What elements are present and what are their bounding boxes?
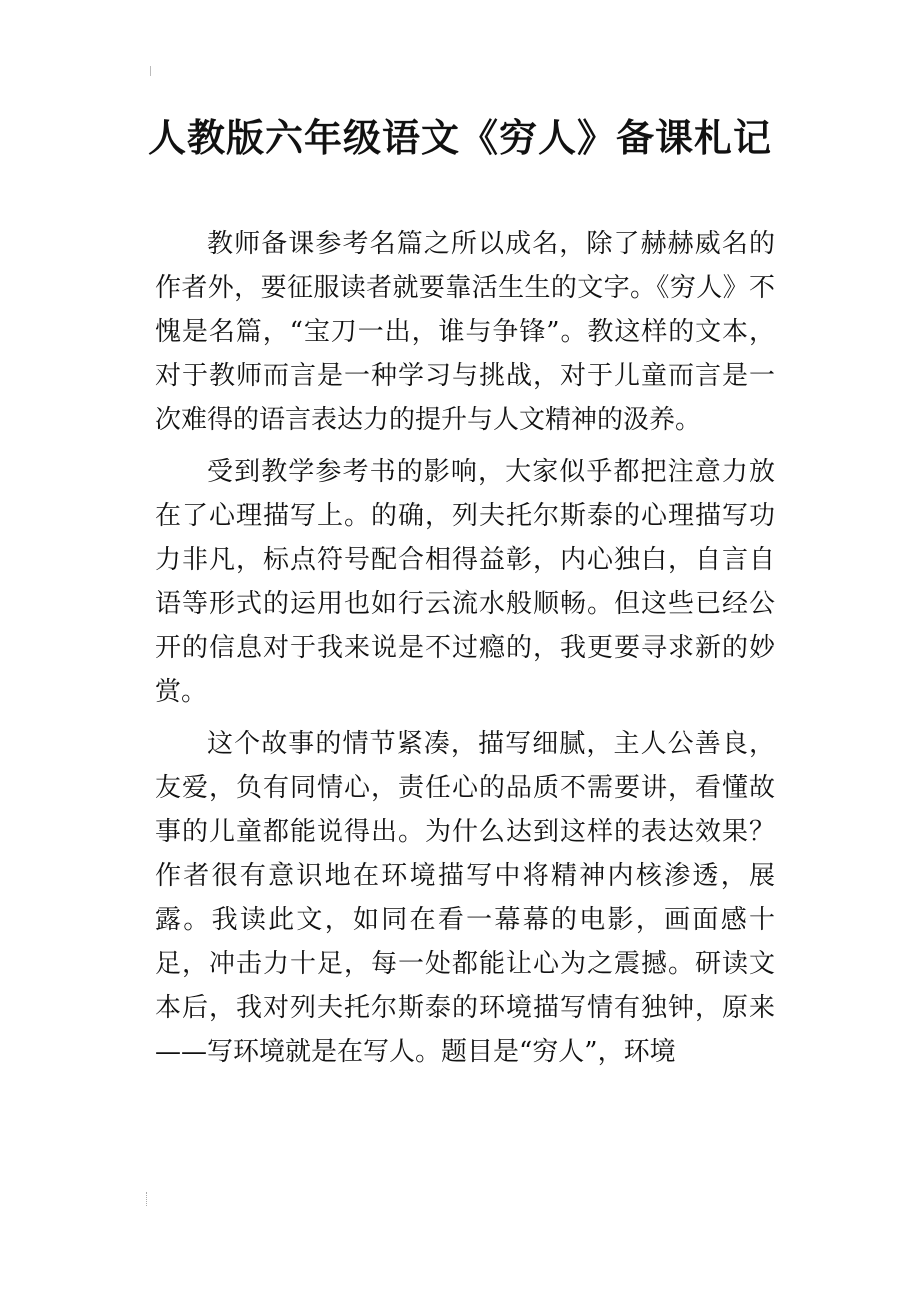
document-title: 人教版六年级语文《穷人》备课札记 xyxy=(147,116,772,160)
paragraph-3: 这个故事的情节紧凑，描写细腻，主人公善良，友爱，负有同情心，责任心的品质不需要讲，看懂故事的儿童都能说得出。为什么达到这样的表达效果？作者很有意识地在环境描写中将精神内核渗透，展露。我读此文，如同在看一幕幕的电影，画面感十足，冲击力十足，每一处都能让心为之震撼。研读文本后，我对列夫托尔斯泰的环境描写情有独钟，原来——写环境就是在写人。题目是“穷人”，环境 xyxy=(155,729,775,1067)
paragraph-1: 教师备课参考名篇之所以成名，除了赫赫威名的作者外，要征服读者就要靠活生生的文字。《穷人》不愧是名篇，“宝刀一出，谁与争锋”。教这样的文本，对于教师而言是一种学习与挑战，对于儿童而言是一次难得的语言表达力的提升与人文精神的汲养。 xyxy=(155,229,775,435)
page-corner-mark xyxy=(150,66,157,76)
document-body xyxy=(155,222,775,1082)
page-corner-mark-bottom xyxy=(146,1192,153,1206)
paragraph-2: 受到教学参考书的影响，大家似乎都把注意力放在了心理描写上。的确，列夫托尔斯泰的心理描写功力非凡，标点符号配合相得益彰，内心独白，自言自语等形式的运用也如行云流水般顺畅。但这些已经公开的信息对于我来说是不过瘾的，我更要寻求新的妙赏。 xyxy=(155,457,775,707)
